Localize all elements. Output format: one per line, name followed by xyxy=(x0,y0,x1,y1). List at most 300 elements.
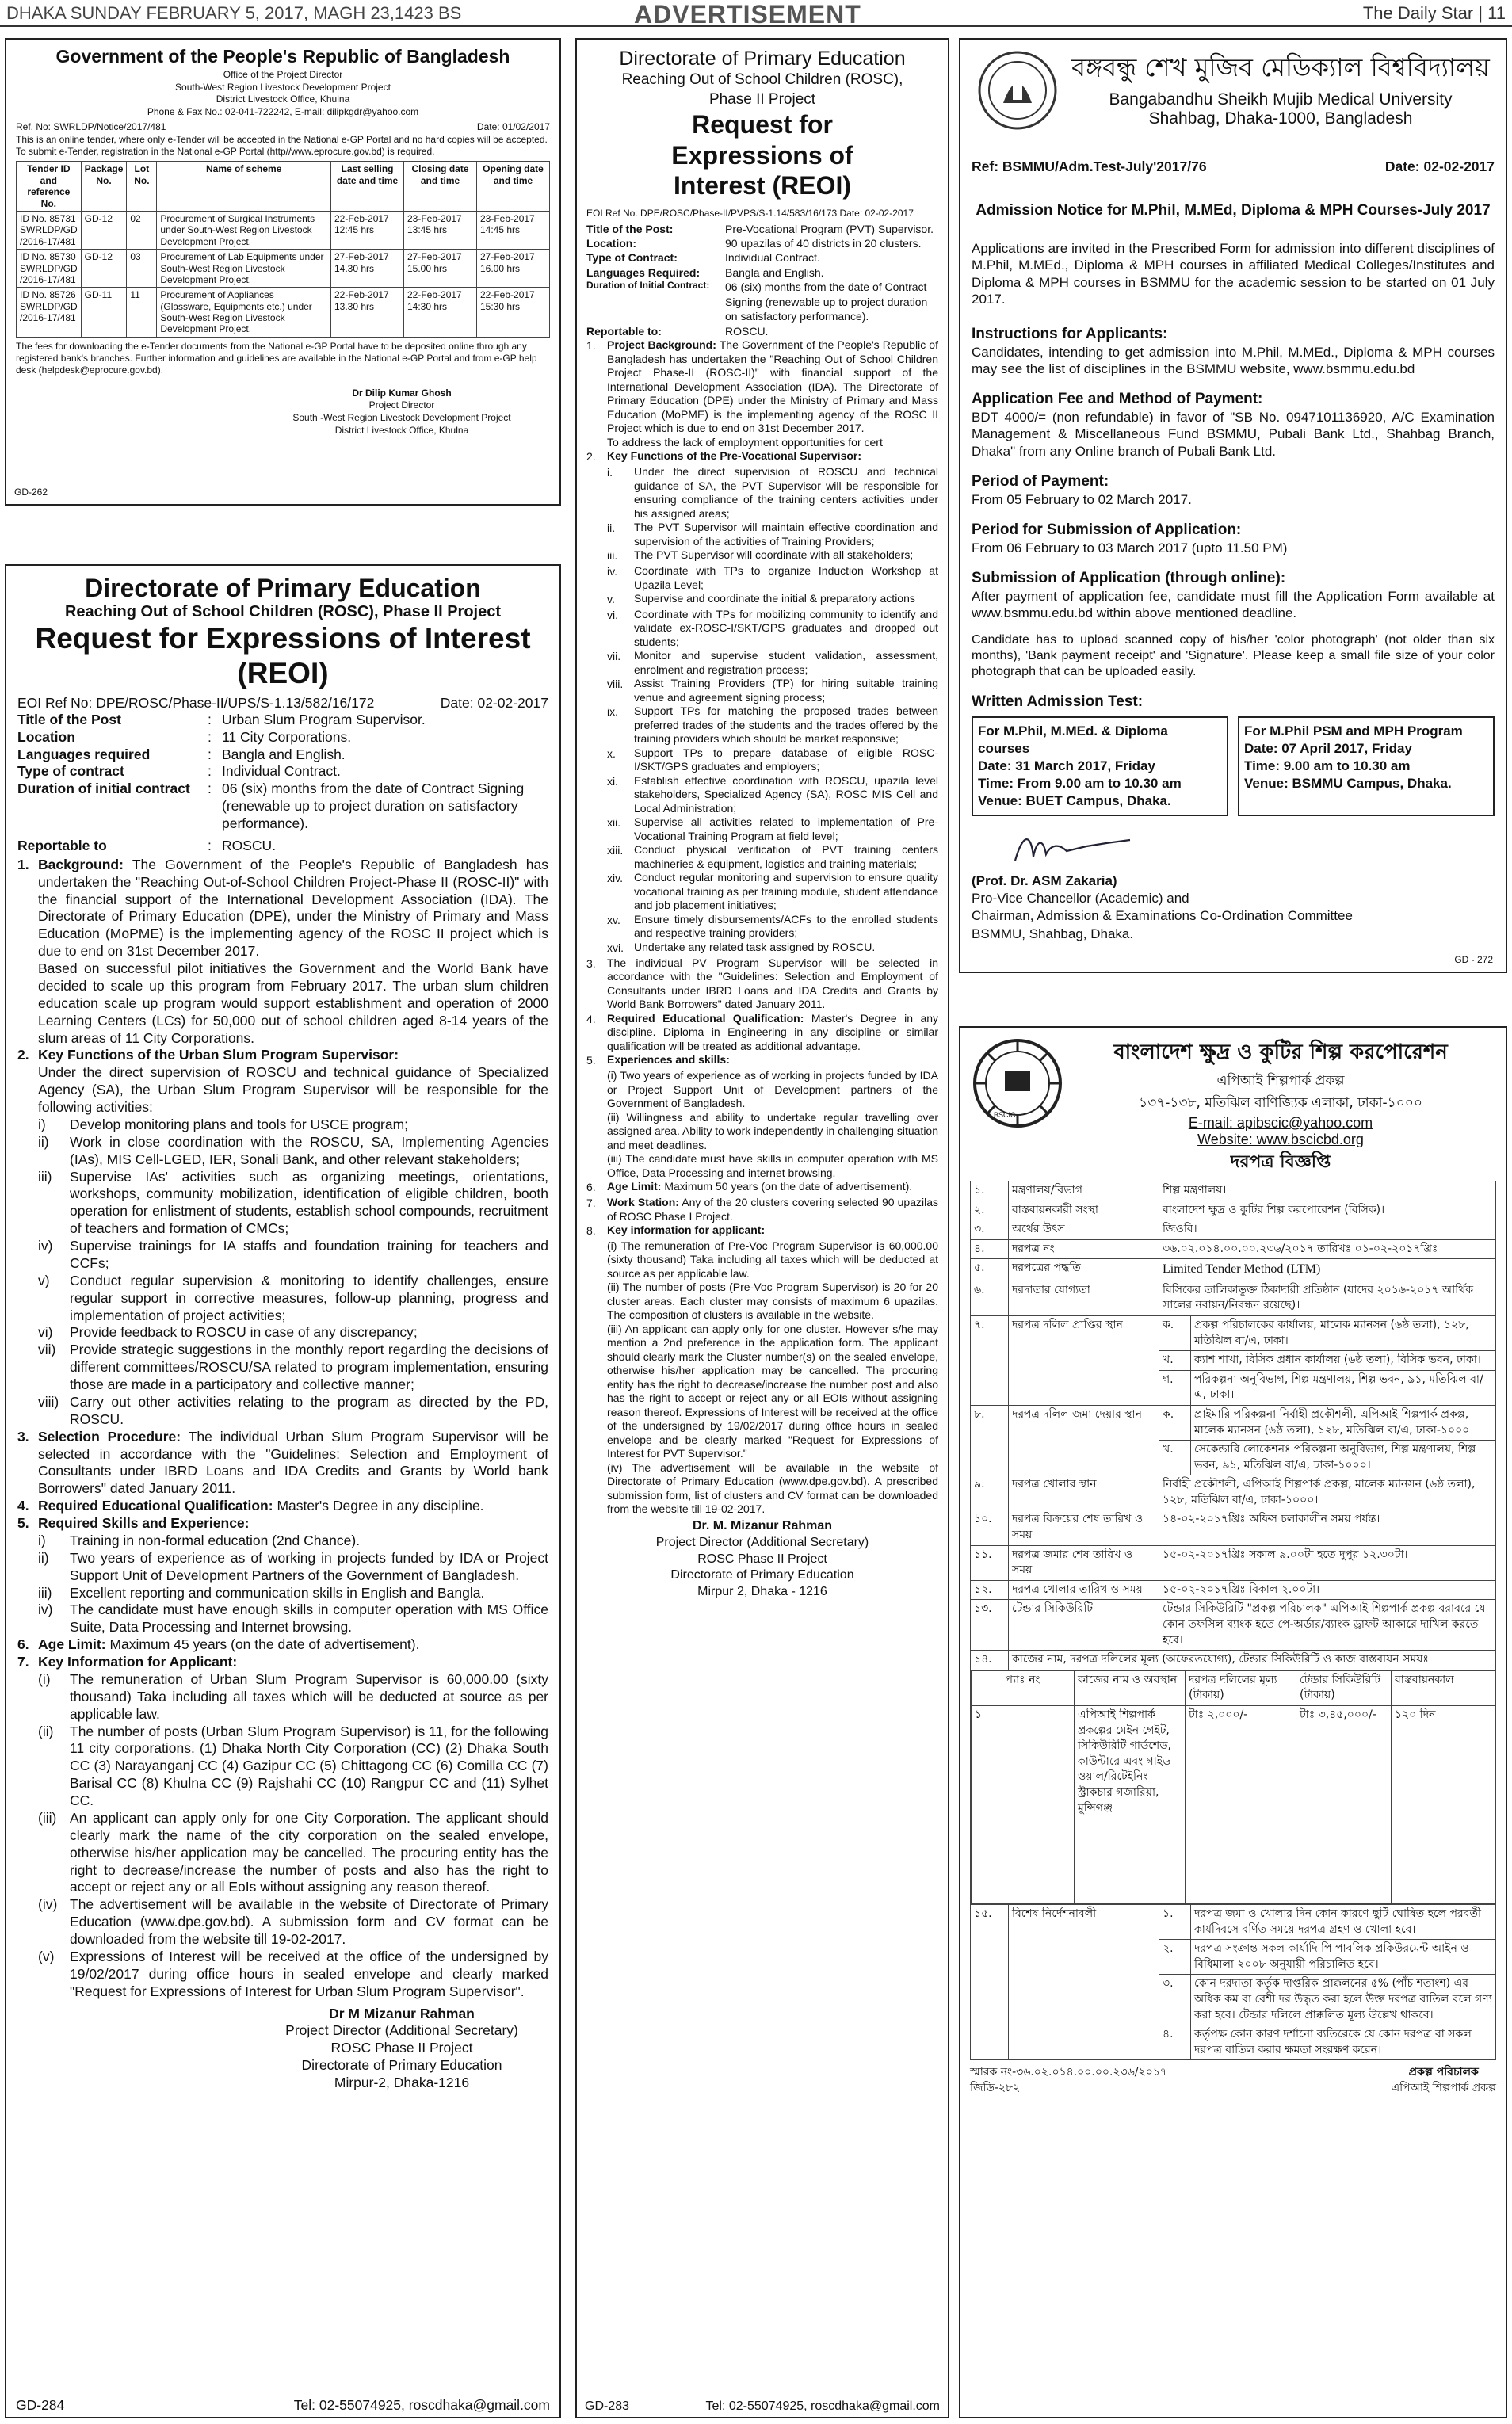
ad5-signatory: প্রকল্প পরিচালক xyxy=(1408,2066,1479,2079)
field-label: Duration of initial contract xyxy=(17,781,190,797)
table-cell: দরপত্র খোলার স্থান xyxy=(1009,1475,1159,1510)
list-marker: iv. xyxy=(607,565,617,578)
test-line: Date: 31 March 2017, Friday xyxy=(978,758,1155,773)
table-cell: Procurement of Surgical Instruments under South-West Region Livestock Development Project. xyxy=(157,211,331,249)
field-value: 06 (six) months from the date of Contract Signing (renewable up to project duration on satisfactory performance). xyxy=(222,781,525,832)
list-item: (i) Two years of experience as of working in projects funded by IDA or Project Support Unit of Development partners of the Government of Bangladesh. xyxy=(607,1069,938,1110)
masthead-section: ADVERTISEMENT xyxy=(634,0,861,29)
table-cell: 11 xyxy=(127,288,157,338)
ad1-line: Phone & Fax No.: 02-041-722242, E-mail: dilipkgdr@yahoo.com xyxy=(147,105,419,117)
list-item: (ii) The number of posts (Pre-Voc Program Supervisor) is 20 for 20 cluster areas. Each cluster may consists of maximum 6 upazilas. The composition of clusters is available in the website. xyxy=(607,1281,938,1322)
table-cell: ক্যাশ শাখা, বিসিক প্রধান কার্যালয় (৬ষ্ঠ তলা), বিসিক ভবন, ঢাকা। xyxy=(1191,1351,1496,1371)
ad-rosc-urban-reoi: Directorate of Primary Education Reaching Out of School Children (ROSC), Phase II Project Request for Expressions of Interest (REOI) EOI Ref No: DPE/ROSC/Phase-II/UPS/S-1.13/582/16/172 Date: 02-02-2017 Title of the Post : Urban Slum Program Supervisor. Location : 11 City Corporations. Languages required : Bangla and English. Type of contract : Individual Contract. Duration of initial contract : 06 (six) months from the date of Contract Signing (renewable up to project duration on satisfactory performance). Reportable to : ROSCU. 1. Background: The Government of the People's Republic of Bangladesh has undertaken the "Reaching Out-of-School Children Project-Phase II (ROSC-II)" with the financial support of the International Development Association (IDA). The Directorate of Primary Education (DPE), under the Ministry of Primary and Mass Education (MoPME) is the implementing agency of the ROSC II project which is due to end on 31st December 2017. Based on successful pilot initiatives the Government and the World Bank have decided to scale up this program from February 2017. The urban slum children education scale up program would support establishment and operation of 2000 Learning Centers (LCs) for 50,000 out of school children aged 8-14 years of the slum areas of 11 City Corporations. 2. Key Functions of the Urban Slum Program Supervisor: Under the direct supervision of ROSCU and technical guidance of Specialized Agency (SA), the Urban Slum Program Supervisor will be responsible for the following activities: i) Develop monitoring plans and tools for USCE program; ii) Work in close coordination with the ROSCU, SA, Implementing Agencies (IAs), MIS Cell-LGED, IER, Sonali Bank, and other relevant stakeholders; iii) Supervise IAs' activities such as organizing meetings, orientations, workshops, community mobilization, identification of eligible children, booth operation for enlistment of students, establish school compounds, recruitment of teachers and formation of CMCs; iv) Supervise trainings for IA staffs and foundation training for teachers and CCFs; v) Conduct regular supervision & monitoring to identify challenges, ensure regular support in corrective measures, follow-up planning, progress and implementation of project activities; vi) Provide feedback to ROSCU in case of any discrepancy; vii) Provide strategic suggestions in the monthly report regarding the decisions of different committees/ROSCU/SA related to program implementation, ensuring those are made in a participatory and collective manner; viii) Carry out other activities relating to the program as directed by the PD, ROSCU. 3. Selection Procedure: The individual Urban Slum Program Supervisor will be selected in accordance with the "Guidelines: Selection and Employment of Consultants under IBRD Loans and IDA Credits and Grants by World bank Borrowers" dated January 2011. 4. Required Educational Qualification: Master's Degree in any discipline. 5. Required Skills and Experience: i) Training in non-formal education (2nd Chance). ii) Two years of experience as of working in projects funded by IDA or Project Support Unit of Development Partners of the Government of Bangladesh. iii) Excellent reporting and communication skills in English and Bangla. iv) The candidate must have enough skills in computer operation with MS Office Suite, Data Processing and Internet browsing. 6. Age Limit: Maximum 45 years (on the date of advertisement). 7. Key Information for Applicant: (i) The remuneration of Urban Slum Program Supervisor is 60,000.00 (sixty thousand) Taka including all taxes which will be deducted at source as per applicable law. (ii) The number of posts (Urban Slum Program Supervisor) is 11, for the following 11 city corporations. (1) Dhaka North City Corporation (CC) (2) Dhaka South CC (3) Narayanganj CC (4) Gazipur CC (5) Chittagong CC (6) Comilla CC (7) Barisal CC (8) Khulna CC (9) Rajshahi CC (10) Rangpur CC and (11) Sylhet CC. (iii) An applicant can apply only for one City Corporation. The applicant should clearly mark the name of the city corporation on the sealed envelope, otherwise his/her application may be cancelled. The procuring entity has the right to decrease/increase the number of posts and also has the right to accept or reject any or all EoIs without assigning any reason thereof. (iv) The advertisement will be available in the website of Directorate of Primary Education (www.dpe.gov.bd). A submission form and CV format can be downloaded from the website till 19-02-2017. (v) Expressions of Interest will be received at the office of the undersigned by 19/02/2017 during office hours in sealed envelope and clearly marked "Request for Expressions of Interest for Urban Slum Program Supervisor". Dr M Mizanur Rahman Project Director (Additional Secretary) ROSC Phase II Project Directorate of Primary Education Mirpur-2, Dhaka-1216 GD-284 Tel: 02-55074925, roscdhaka@gmail.com xyxy=(5,564,561,2418)
table-header: কাজের নাম ও অবস্থান xyxy=(1075,1670,1186,1705)
section-heading: Key information for applicant: xyxy=(607,1223,766,1237)
field-label: Duration of Initial Contract: xyxy=(586,280,710,292)
field-value: ROSCU. xyxy=(222,837,277,853)
table-cell: 22-Feb-2017 13.30 hrs xyxy=(331,288,404,338)
test-line: Venue: BSMMU Campus, Dhaka. xyxy=(1244,776,1452,792)
list-marker: i) xyxy=(38,1532,46,1548)
masthead-date: DHAKA SUNDAY FEBRUARY 5, 2017, MAGH 23,1423 BS xyxy=(6,3,462,23)
field-label: Languages required xyxy=(17,746,151,762)
field-label: Type of Contract: xyxy=(586,251,678,265)
test-line: Time: From 9.00 am to 10.30 am xyxy=(978,776,1182,792)
table-row: ৭. দরপত্র দলিল প্রাপ্তির স্থান ক. প্রকল্প পরিচালকের কার্যালয়, মালেক ম্যানসন (৬ষ্ঠ তলা), ১২৮, মতিঝিল বা/এ, ঢাকা। xyxy=(971,1315,1496,1350)
table-header-row xyxy=(972,1670,1495,1705)
list-marker: v. xyxy=(607,593,615,606)
table-header-row xyxy=(17,162,550,212)
ad2-sign-line: Mirpur-2, Dhaka-1216 xyxy=(334,2075,470,2091)
section-text: From 05 February to 02 March 2017. xyxy=(972,491,1192,507)
ad3-sign-line: Project Director (Additional Secretary) xyxy=(655,1535,869,1549)
table-cell: Limited Tender Method (LTM) xyxy=(1159,1259,1496,1281)
section-text: Candidates, intending to get admission into M.Phil, M.MEd., Diploma & MPH courses may see the list of disciplines in the BSMMU website, www.bsmmu.edu.bd xyxy=(972,344,1495,376)
table-header: দরপত্র দলিলের মূল্য (টাকায়) xyxy=(1186,1670,1296,1705)
table-cell: ১২০ দিন xyxy=(1392,1706,1495,1904)
table-cell: দরপত্র জমার শেষ তারিখ ও সময় xyxy=(1009,1545,1159,1580)
list-marker: v) xyxy=(38,1272,50,1288)
table-cell: ৯. xyxy=(971,1475,1009,1510)
ad1-line: South-West Region Livestock Development Project xyxy=(175,81,391,93)
table-cell: অর্থের উৎস xyxy=(1009,1220,1159,1240)
list-marker: i) xyxy=(38,1116,46,1132)
list-item: Conduct regular monitoring and supervision to ensure quality vocational training as per training module, student attendance and job placement initiatives; xyxy=(634,871,938,912)
bscic-logo-text: BSCIC xyxy=(994,1111,1016,1119)
table-cell: ১৩. xyxy=(971,1600,1009,1651)
table-row xyxy=(971,1905,1496,1940)
table-cell: ১৫. xyxy=(971,1905,1009,2060)
section-heading: Written Admission Test: xyxy=(972,693,1144,710)
ad1-sign-line: Project Director xyxy=(368,399,435,411)
table-cell: ৫. xyxy=(971,1259,1009,1281)
ad4-intro: Applications are invited in the Prescribed Form for admission into different disciplines of M.Phil, M.MEd., Diploma & MPH courses in affiliated Medical Colleges/Institutes and Diploma & MPH courses in BSMMU for the academic session to be started on 01 July 2017. xyxy=(972,241,1495,307)
table-cell: টাঃ ২,০০০/- xyxy=(1186,1706,1296,1904)
table-row xyxy=(971,1201,1496,1220)
ad2-ref: EOI Ref No: DPE/ROSC/Phase-II/UPS/S-1.13/582/16/172 xyxy=(17,694,375,711)
section-text: The individual PV Program Supervisor will be selected in accordance with the "Guidelines: Selection and Employment of Consultants under IBRD Loans and IDA Credits and Grants by World Bank Borrowers" dated January 2011. xyxy=(607,956,938,1011)
ad4-signatory: (Prof. Dr. ASM Zakaria) xyxy=(972,873,1117,889)
list-item: The remuneration of Urban Slum Program Supervisor is 60,000.00 (sixty thousand) Taka including all taxes which will be deducted at source as per applicable law. xyxy=(70,1670,548,1722)
table-header: টেন্ডার সিকিউরিটি (টাকায়) xyxy=(1296,1670,1392,1705)
section-text: To address the lack of employment opportunities for cert xyxy=(607,435,883,449)
section-text: The Government of the People's Republic of Bangladesh has undertaken the "Reaching Out-of-School Children Project-Phase II (ROSC-II)" with the financial support of the International Development Association (IDA). The Directorate of Primary Education (DPE), under the Ministry of Primary and Mass Education (MoPME) is the implementing agency of the ROSC II project which is due to end on 31st December 2017. xyxy=(38,856,548,960)
ad1-line: Office of the Project Director xyxy=(223,69,343,80)
ad3-sign-line: Mirpur 2, Dhaka - 1216 xyxy=(697,1585,827,1599)
field-value: Bangla and English. xyxy=(725,265,824,279)
table-cell: ৩৬.০২.০১৪.০০.০০.২৩৬/২০১৭ তারিখঃ ০১-০২-২০১৭খ্রিঃ xyxy=(1159,1239,1496,1259)
table-cell: ৩. xyxy=(971,1220,1009,1240)
list-item: Undertake any related task assigned by ROSCU. xyxy=(634,940,876,953)
ad2-subtitle: Reaching Out of School Children (ROSC), Phase II Project xyxy=(64,603,502,620)
section-heading: Selection Procedure: xyxy=(38,1428,181,1445)
table-cell: ১২. xyxy=(971,1580,1009,1600)
table-cell: ক. xyxy=(1159,1315,1191,1350)
test-box-mph xyxy=(1238,716,1495,816)
list-marker: (v) xyxy=(38,1948,55,1964)
table-cell: GD-12 xyxy=(81,211,127,249)
ad4-title: Bangabandhu Sheikh Mujib Medical University xyxy=(1109,90,1453,109)
work-items-table xyxy=(971,1670,1495,1904)
table-cell: ID No. 85730 SWRLDP/GD /2016-17/481 xyxy=(17,250,82,288)
section-text: Any of the 20 clusters covering selected 90 upazilas of ROSC Phase I Project. xyxy=(607,1196,938,1223)
table-cell: GD-11 xyxy=(81,288,127,338)
list-item: The PVT Supervisor will maintain effective coordination and supervision of the activities of Training Providers; xyxy=(634,521,938,548)
table-row xyxy=(971,1545,1496,1580)
table-row xyxy=(971,1220,1496,1240)
ad5-subtitle: এপিআই শিল্পপার্ক প্রকল্প xyxy=(1216,1073,1345,1089)
table-cell: ১৪-০২-২০১৭খ্রিঃ অফিস চলাকালীন সময় পর্যন্ত। xyxy=(1159,1510,1496,1545)
ad4-sign-line: Chairman, Admission & Examinations Co-Ordination Committee xyxy=(972,908,1353,924)
ad2-contact: Tel: 02-55074925, roscdhaka@gmail.com xyxy=(293,2397,550,2413)
table-cell: বাংলাদেশ ক্ষুদ্র ও কুটির শিল্প করপোরেশন (বিসিক)। xyxy=(1159,1201,1496,1220)
table-row xyxy=(17,250,550,288)
table-header: Lot No. xyxy=(127,162,157,212)
table-cell: 22-Feb-2017 15:30 hrs xyxy=(477,288,550,338)
ad2-sign-line: ROSC Phase II Project xyxy=(330,2040,473,2056)
table-header: Name of scheme xyxy=(157,162,331,212)
list-item: Coordinate with TPs to organize Induction Workshop at Upazila Level; xyxy=(634,564,938,591)
section-text: From 06 February to 03 March 2017 (upto 11.50 PM) xyxy=(972,540,1288,555)
ad1-intro: This is an online tender, where only e-Tender will be accepted in the National e-GP Portal and no hard copies will be accepted. To submit e-Tender, registration in the National e-GP Portal (http//www.eprocure.gov.bd) is required. xyxy=(16,134,548,158)
ad4-ref: Ref: BSMMU/Adm.Test-July'2017/76 xyxy=(972,158,1207,174)
table-cell: প্রাইমারি পরিকল্পনা নির্বাহী প্রকৌশলী, এপিআই শিল্পপার্ক প্রকল্প, মালেক ম্যানসন (৬ষ্ঠ তলা), ১২৮, মতিঝিল বা/এ, ঢাকা-১০০০। xyxy=(1191,1405,1496,1440)
table-header: বাস্তবায়নকাল xyxy=(1392,1670,1495,1705)
table-cell: ক. xyxy=(1159,1405,1191,1440)
section-text: Candidate has to upload scanned copy of his/her 'color photograph' (not older than six months), 'Bank payment receipt' and 'Signature'. Please keep a small file size of your color photograph that can be uploaded easily. xyxy=(972,633,1495,678)
section-heading: Period for Submission of Application: xyxy=(972,521,1242,538)
list-marker: xv. xyxy=(607,913,620,926)
list-marker: iii) xyxy=(38,1168,52,1185)
section-heading: Required Educational Qualification: xyxy=(38,1498,273,1514)
ad5-title: বাংলাদেশ ক্ষুদ্র ও কুটির শিল্প করপোরেশন xyxy=(1113,1040,1448,1064)
ad3-ref: EOI Ref No. DPE/ROSC/Phase-II/PVPS/S-1.14/583/16/173 Date: 02-02-2017 xyxy=(586,207,914,219)
field-value: 90 upazilas of 40 districts in 20 clusters. xyxy=(725,237,922,250)
field-value: Bangla and English. xyxy=(222,746,346,762)
list-item: Support TPs for matching the proposed trades between preferred trades of the students and the trades offered by the training providers which should be market responsive; xyxy=(634,704,938,746)
section-text: After payment of application fee, candidate must fill the Application Form available at www.bsmmu.edu.bd within above mentioned deadline. xyxy=(972,588,1495,620)
list-marker: (ii) xyxy=(38,1723,54,1739)
list-item: (ii) Willingness and ability to undertake regular travelling over assigned area. Ability to work independently in challenging situation and meet deadlines. xyxy=(607,1110,938,1151)
table-cell: 27-Feb-2017 15.00 hrs xyxy=(404,250,477,288)
list-marker: iii. xyxy=(607,549,618,563)
ad3-signatory: Dr. M. Mizanur Rahman xyxy=(692,1518,833,1533)
table-cell: কর্তৃপক্ষ কোন কারণ দর্শানো ব্যতিরেকে যে কোন দরপত্র বা সকল দরপত্র বাতিল করার ক্ষমতা সংরক্ষণ করেন। xyxy=(1191,2025,1496,2060)
table-row xyxy=(971,1600,1496,1651)
section-heading: Key Functions of the Urban Slum Program Supervisor: xyxy=(38,1047,399,1063)
table-cell: ১৫-০২-২০১৭খ্রিঃ বিকাল ২.০০টা। xyxy=(1159,1580,1496,1600)
list-item: Monitor and supervise student validation, assessment, enrolment and registration process; xyxy=(634,649,938,676)
test-line: For M.Phil PSM and MPH Program xyxy=(1244,723,1463,739)
table-cell: ১৪. xyxy=(971,1651,1009,1670)
list-item: Carry out other activities relating to the program as directed by the PD, ROSCU. xyxy=(70,1393,548,1427)
test-line: Date: 07 April 2017, Friday xyxy=(1244,740,1412,756)
ad5-email[interactable]: E-mail: apibscic@yahoo.com xyxy=(1188,1115,1373,1131)
section-heading: Background: xyxy=(38,856,124,872)
ad5-address: ১৩৭-১৩৮, মতিঝিল বাণিজ্যিক এলাকা, ঢাকা-১০০০ xyxy=(1139,1095,1422,1111)
section-heading: Experiences and skills: xyxy=(607,1053,730,1067)
table-cell: দরদাতার যোগ্যতা xyxy=(1009,1281,1159,1315)
table-cell: GD-12 xyxy=(81,250,127,288)
table-cell: ID No. 85731 SWRLDP/GD /2016-17/481 xyxy=(17,211,82,249)
list-marker: (iii) xyxy=(38,1809,57,1826)
table-cell: দরপত্র নং xyxy=(1009,1239,1159,1259)
ad2-heading: Request for Expressions of Interest (REOI) xyxy=(35,622,531,690)
list-item: Coordinate with TPs for mobilizing community to identify and validate ex-ROSC-I/SKT/GPS graduates and dropped out students; xyxy=(634,607,938,648)
ad4-sign-line: BSMMU, Shahbag, Dhaka. xyxy=(972,926,1134,941)
list-marker: iii) xyxy=(38,1584,52,1601)
ad1-footer: The fees for downloading the e-Tender documents from the National e-GP Portal have to be deposited online through any registered bank's branches. Further information and guidelines are available in the National e-GP Portal and from e-GP help desk (helpdesk@eprocure.gov.bd). xyxy=(16,340,537,376)
table-cell: ২. xyxy=(1159,1940,1191,1975)
bscic-logo-icon xyxy=(970,1036,1065,1131)
table-row xyxy=(17,288,550,338)
table-cell: দরপত্র দলিল প্রাপ্তির স্থান xyxy=(1009,1315,1159,1405)
signature-icon xyxy=(1011,829,1138,868)
section-text: Master's Degree in any discipline. xyxy=(277,1498,484,1514)
table-header: Last selling date and time xyxy=(331,162,404,212)
field-label: Title of the Post xyxy=(17,711,121,727)
list-marker: xiv. xyxy=(607,872,623,885)
table-cell: ১০. xyxy=(971,1510,1009,1545)
list-item: (i) The remuneration of Pre-Voc Program Supervisor is 60,000.00 (sixty thousand) Taka including all taxes which will be deducted at source as per applicable law. xyxy=(607,1239,938,1280)
ad-bscic-tender xyxy=(959,1026,1507,2418)
field-value: ROSCU. xyxy=(725,324,769,338)
table-cell: 27-Feb-2017 16.00 hrs xyxy=(477,250,550,288)
table-cell: বিশেষ নির্দেশনাবলী xyxy=(1009,1905,1159,2060)
table-cell: ৪. xyxy=(1159,2025,1191,2060)
table-cell: Procurement of Lab Equipments under South-West Region Livestock Development Project. xyxy=(157,250,331,288)
table-cell: ৬. xyxy=(971,1281,1009,1315)
list-item: Ensure timely disbursements/ACFs to the enrolled students and respective training providers; xyxy=(634,912,938,940)
ad-rosc-prevoc-reoi: Directorate of Primary Education Reaching Out of School Children (ROSC), Phase II Project Request for Expressions of Interest (REOI) EOI Ref No. DPE/ROSC/Phase-II/PVPS/S-1.14/583/16/173 Date: 02-02-2017 Title of the Post: Pre-Vocational Program (PVT) Supervisor. Location: 90 upazilas of 40 districts in 20 clusters. Type of Contract: Individual Contract. Languages Required: Bangla and English. Duration of Initial Contract: 06 (six) months from the date of Contract Signing (renewable up to project duration on satisfactory performance). Reportable to: ROSCU. 1. Project Background: The Government of the People's Republic of Bangladesh has undertaken the "Reaching Out of School Children Project Phase-II (ROSC-II)" with financial support of the International Development Association (IDA). The Directorate of Primary Education (DPE) under the Ministry of Primary and Mass Education (MoPME) is the implementing agency of the ROSC II Project which is due to end on 31st December 2017. To address the lack of employment opportunities for cert 2. Key Functions of the Pre-Vocational Supervisor: i. Under the direct supervision of ROSCU and technical guidance of SA, the PVT Supervisor will be responsible for ensuring compliance of the training centers activities under his assigned areas; ii. The PVT Supervisor will maintain effective coordination and supervision of the activities of Training Providers; iii. The PVT Supervisor will coordinate with all stakeholders; iv. Coordinate with TPs to organize Induction Workshop at Upazila Level; v. Supervise and coordinate the initial & preparatory actions vi. Coordinate with TPs for mobilizing community to identify and validate ex-ROSC-I/SKT/GPS graduates and dropped out students; vii. Monitor and supervise student validation, assessment, enrolment and registration process; viii. Assist Training Providers (TP) for hiring suitable training venue and agreement signing process; ix. Support TPs for matching the proposed trades between preferred trades of the students and the trades offered by the training providers which should be market responsive; x. Support TPs to prepare database of eligible ROSC-I/SKT/GPS graduates and employers; xi. Establish effective coordination with ROSCU, upazila level stakeholders, Specialized Agency (SA), ROSC MIS Cell and Local Administration; xii. Supervise all activities related to implementation of Pre-Vocational Training Program at field level; xiii. Conduct physical verification of PVT training centers machineries & equipment, logistics and training materials; xiv. Conduct regular monitoring and supervision to ensure quality vocational training as per training module, student attendance and job placement initiatives; xv. Ensure timely disbursements/ACFs to the enrolled students and respective training providers; xvi. Undertake any related task assigned by ROSCU. 3. The individual PV Program Supervisor will be selected in accordance with the "Guidelines: Selection and Employment of Consultants under IBRD Loans and IDA Credits and Grants by World Bank Borrowers" dated January 2011. 4. Required Educational Qualification: Master's Degree in any discipline. Diploma in Engineering in any discipline or similar qualification will be treated as additional advantage. 5. Experiences and skills: (i) Two years of experience as of working in projects funded by IDA or Project Support Unit of Development partners of the Government of Bangladesh. (ii) Willingness and ability to undertake regular travelling over assigned area. Ability to work independently in challenging situation and meet deadlines. (iii) The candidate must have skills in computer operation with MS Office, Data Processing and internet browsing. 6. Age Limit: Maximum 50 years (on the date of advertisement). 7. Work Station: Any of the 20 clusters covering selected 90 upazilas of ROSC Phase I Project. 8. Key information for applicant: (i) The remuneration of Pre-Voc Program Supervisor is 60,000.00 (sixty thousand) Taka including all taxes which will be deducted at source as per applicable law. (ii) The number of posts (Pre-Voc Program Supervisor) is 20 for 20 cluster areas. Each cluster may consists of maximum 6 upazilas. The composition of clusters is available in the website. (iii) An applicant can apply only for one cluster. However s/he may mention a 2nd preference in the application form. The applicant should clearly mark the Cluster number(s) on the sealed envelope, otherwise his/her application may be cancelled. The procuring entity has the right to decrease/increase the number post and also has the right to accept or reject any or all EOIs without assigning reason thereof. Expressions of Interest will be received at the office of the undersigned by 19/02/2017 during office hours in sealed envelope and be clearly marked "Request for Expressions of Interest for PVT Supervisor." (iv) The advertisement will be available in the website of Directorate of Primary Education (www.dpe.gov.bd). A prescribed submission form, list of clusters and CV format can be downloaded from the website till 19-02-2017. Dr. M. Mizanur Rahman Project Director (Additional Secretary) ROSC Phase II Project Directorate of Primary Education Mirpur 2, Dhaka - 1216 GD-283 Tel: 02-55074925, roscdhaka@gmail.com xyxy=(575,38,949,2418)
table-cell: ৩. xyxy=(1159,1975,1191,2025)
test-schedule xyxy=(972,716,1495,816)
list-marker: viii. xyxy=(607,678,624,691)
table-header: Tender ID and reference No. xyxy=(17,162,82,212)
section-heading: Age Limit: xyxy=(607,1180,662,1193)
ad5-sign-line: এপিআই শিল্পপার্ক প্রকল্প xyxy=(1391,2081,1496,2094)
ad5-heading: দরপত্র বিজ্ঞপ্তি xyxy=(1230,1152,1331,1172)
table-cell: ১ xyxy=(972,1706,1075,1904)
table-row xyxy=(972,1706,1495,1904)
list-item: Supervise all activities related to implementation of Pre-Vocational Training Program at field level; xyxy=(634,815,938,842)
ad1-line: District Livestock Office, Khulna xyxy=(216,94,350,105)
table-cell: 03 xyxy=(127,250,157,288)
section-heading: Period of Payment: xyxy=(972,472,1109,490)
table-cell: বিসিকের তালিকাভুক্ত ঠিকাদারী প্রতিষ্ঠান (যাদের ২০১৬-২০১৭ আর্থিক সালের নবায়ন/নিবন্ধন রয়েছে)। xyxy=(1159,1281,1496,1315)
section-text: The Government of the People's Republic of Bangladesh has undertaken the "Reaching Out of School Children Project Phase-II (ROSC-II)" with financial support of the International Development Association (IDA). The Directorate of Primary Education (DPE) under the Ministry of Primary and Mass Education (MoPME) is the implementing agency of the ROSC II Project which is due to end on 31st December 2017. xyxy=(607,338,938,435)
table-cell: 23-Feb-2017 13:45 hrs xyxy=(404,211,477,249)
field-label: Reportable to: xyxy=(586,324,662,338)
table-cell: 02 xyxy=(127,211,157,249)
ad1-sign-line: District Livestock Office, Khulna xyxy=(334,424,469,436)
table-cell: দরপত্র খোলার তারিখ ও সময় xyxy=(1009,1580,1159,1600)
list-item: Excellent reporting and communication skills in English and Bangla. xyxy=(70,1584,485,1601)
field-value: Pre-Vocational Program (PVT) Supervisor. xyxy=(725,222,934,235)
section-heading: Required Skills and Experience: xyxy=(38,1515,250,1532)
table-row xyxy=(971,1670,1496,1904)
test-line: Time: 9.00 am to 10.30 am xyxy=(1244,758,1411,773)
field-label: Title of the Post: xyxy=(586,222,674,235)
list-item: Conduct regular supervision & monitoring to identify challenges, ensure regular support in corrective measures, follow-up planning, progress and implementation of project activities; xyxy=(70,1272,548,1323)
table-cell: এপিআই শিল্পপার্ক প্রকল্পের মেইন গেইট, সিকিউরিটি গার্ডশেড, কাউন্টারে এবং গাইড ওয়াল/রিটেইনিং স্ট্রাকচার গজারিয়া, মুন্সিগঞ্জ xyxy=(1075,1706,1186,1904)
table-row xyxy=(971,1281,1496,1315)
table-header: Closing date and time xyxy=(404,162,477,212)
list-marker: iv) xyxy=(38,1601,53,1618)
table-cell: Procurement of Appliances (Glassware, Equipments etc.) under South-West Region Livestock Development Project. xyxy=(157,288,331,338)
table-cell: 22-Feb-2017 12:45 hrs xyxy=(331,211,404,249)
table-cell: সেকেন্ডারি লোকেশনঃ পরিকল্পনা অনুবিভাগ, শিল্প মন্ত্রণালয়, শিল্প ভবন, ৯১, মতিঝিল বা/এ, ঢাকা-১০০০। xyxy=(1191,1441,1496,1475)
ad3-sign-line: ROSC Phase II Project xyxy=(697,1552,827,1566)
ad5-website[interactable]: Website: www.bscicbd.org xyxy=(1197,1132,1364,1147)
ad3-sign-line: Directorate of Primary Education xyxy=(670,1568,854,1582)
ad1-signatory: Dr Dilip Kumar Ghosh xyxy=(352,387,452,399)
list-item: Under the direct supervision of ROSCU and technical guidance of SA, the PVT Supervisor will be responsible for ensuring compliance of the training centers activities under his assigned areas; xyxy=(634,465,938,520)
list-marker: vii) xyxy=(38,1342,56,1358)
table-header: প্যাঃ নং xyxy=(972,1670,1075,1705)
table-cell: শিল্প মন্ত্রণালয়। xyxy=(1159,1181,1496,1201)
section-heading: Project Background: xyxy=(607,338,716,352)
list-item: Supervise trainings for IA staffs and foundation training for teachers and CCFs; xyxy=(70,1238,548,1271)
list-item: Supervise and coordinate the initial & preparatory actions xyxy=(634,592,915,605)
list-item: The PVT Supervisor will coordinate with all stakeholders; xyxy=(634,548,914,562)
table-cell: খ. xyxy=(1159,1441,1191,1475)
ad-livestock-tender xyxy=(5,38,561,506)
test-line: For M.Phil, M.MEd. & Diploma courses xyxy=(978,723,1168,756)
field-label: Location xyxy=(17,728,75,745)
ad4-sign-line: Pro-Vice Chancellor (Academic) and xyxy=(972,891,1189,907)
list-item: Supervise IAs' activities such as organizing meetings, orientations, workshops, community mobilization, identification of eligible children, booth operation for enlistment of students, establish school compounds, recruitment of teachers and formation of CMCs; xyxy=(70,1168,548,1237)
list-marker: iv) xyxy=(38,1238,53,1254)
field-value: 11 City Corporations. xyxy=(222,728,352,745)
section-heading: Work Station: xyxy=(607,1196,679,1209)
list-item: The candidate must have enough skills in computer operation with MS Office Suite, Data Processing and Internet browsing. xyxy=(70,1601,548,1636)
list-item: (iii) An applicant can apply only for one cluster. However s/he may mention a 2nd preference in the application form. The applicant should clearly mark the Cluster number(s) on the sealed envelope, otherwise his/her application may be cancelled. The procuring entity has the right to decrease/increase the number post and also has the right to accept or reject any or all EOIs without assigning reason thereof. Expressions of Interest will be received at the office of the undersigned by 19/02/2017 during office hours in sealed envelope and be clearly marked "Request for Expressions of Interest for PVT Supervisor." xyxy=(607,1322,938,1460)
ad2-sign-line: Directorate of Primary Education xyxy=(301,2057,502,2074)
list-marker: vii. xyxy=(607,650,621,663)
ad4-heading: Admission Notice for M.Phil, M.MEd, Diploma & MPH Courses-July 2017 xyxy=(976,202,1491,219)
table-cell: ১. xyxy=(971,1181,1009,1201)
list-marker: vi. xyxy=(607,608,618,621)
list-item: Conduct physical verification of PVT training centers machineries & equipment, logistics and training materials; xyxy=(634,843,938,870)
list-item: Provide strategic suggestions in the monthly report regarding the decisions of different committees/ROSCU/SA related to program implementation, ensuring those are made in a participatory and collective manner; xyxy=(70,1342,548,1393)
table-cell: পরিকল্পনা অনুবিভাগ, শিল্প মন্ত্রণালয়, শিল্প ভবন, ৯১, মতিঝিল বা/এ, ঢাকা। xyxy=(1191,1370,1496,1405)
list-marker: viii) xyxy=(38,1393,59,1410)
table-cell: দরপত্রের পদ্ধতি xyxy=(1009,1259,1159,1281)
list-marker: xiii. xyxy=(607,844,624,857)
bsmmu-logo-icon xyxy=(972,48,1067,135)
ad2-code: GD-284 xyxy=(16,2397,65,2413)
table-row: ৮. দরপত্র দলিল জমা দেয়ার স্থান ক. প্রাইমারি পরিকল্পনা নির্বাহী প্রকৌশলী, এপিআই শিল্পপার্ক প্রকল্প, মালেক ম্যানসন (৬ষ্ঠ তলা), ১২৮, মতিঝিল বা/এ, ঢাকা-১০০০। xyxy=(971,1405,1496,1440)
ad1-sign-line: South -West Region Livestock Development Project xyxy=(292,412,511,424)
ad-bsmmu-admission xyxy=(959,38,1507,973)
table-cell: প্রকল্প পরিচালকের কার্যালয়, মালেক ম্যানসন (৬ষ্ঠ তলা), ১২৮, মতিঝিল বা/এ, ঢাকা। xyxy=(1191,1315,1496,1350)
table-cell: খ. xyxy=(1159,1351,1191,1371)
ad5-code: জিডি-২৮২ xyxy=(970,2081,1021,2094)
list-item: Two years of experience as of working in projects funded by IDA or Project Support Unit of Development Partners of the Government of Bangladesh. xyxy=(70,1549,548,1583)
list-item: The advertisement will be available in the website of Directorate of Primary Education (www.dpe.gov.bd). A submission form and CV format can be downloaded from the website till 19-02-2017. xyxy=(70,1896,548,1948)
table-row xyxy=(971,1475,1496,1510)
field-value: Urban Slum Program Supervisor. xyxy=(222,711,426,727)
section-text: Maximum 50 years (on the date of advertisement). xyxy=(664,1180,913,1193)
list-item: (iii) The candidate must have skills in computer operation with MS Office, Data Processing and internet browsing. xyxy=(607,1152,938,1179)
test-box-mphil xyxy=(972,716,1228,816)
ad1-ref: Ref. No: SWRLDP/Notice/2017/481 xyxy=(16,121,166,133)
table-cell: দরপত্র বিক্রয়ের শেষ তারিখ ও সময় xyxy=(1009,1510,1159,1545)
table-cell: নির্বাহী প্রকৌশলী, এপিআই শিল্পপার্ক প্রকল্প, মালেক ম্যানসন (৬ষ্ঠ তলা), ১২৮, মতিঝিল বা/এ, ঢাকা-১০০০। xyxy=(1159,1475,1496,1510)
list-item: An applicant can apply only for one City Corporation. The applicant should clearly mark the name of the city corporation on the sealed envelope, otherwise his/her application may be cancelled. The procuring entity has the right to decrease/increase the number of posts and also has the right to accept or reject any or all EoIs without assigning any reason thereof. xyxy=(70,1809,548,1895)
field-value: Individual Contract. xyxy=(222,763,341,780)
list-item: Assist Training Providers (TP) for hiring suitable training venue and agreement signing process; xyxy=(634,677,938,704)
ad3-subtitle: Reaching Out of School Children (ROSC), Phase II Project xyxy=(621,71,903,108)
section-text: Master's Degree in any discipline. Diploma in Engineering in any discipline or similar qualification will be treated as additional advantage. xyxy=(607,1011,939,1052)
ad3-contact: Tel: 02-55074925, roscdhaka@gmail.com xyxy=(705,2399,940,2413)
section-heading: Key Functions of the Pre-Vocational Supervisor: xyxy=(607,449,862,463)
list-item: The number of posts (Urban Slum Program Supervisor) is 11, for the following 11 city corporations. (1) Dhaka North City Corporation (CC) (2) Dhaka South CC (3) Narayanganj CC (4) Gazipur CC (5) Chittagong CC (6) Comilla CC (7) Barisal CC (8) Khulna CC (9) Rajshahi CC (10) Rangpur CC and (11) Sylhet CC. xyxy=(70,1723,548,1809)
table-header: Package No. xyxy=(81,162,127,212)
list-marker: ii) xyxy=(38,1549,49,1566)
table-row xyxy=(17,211,550,249)
field-value: 06 (six) months from the date of Contract Signing (renewable up to project duration on satisfactory performance). xyxy=(725,281,928,323)
list-marker: (iv) xyxy=(38,1896,58,1913)
ad3-heading: Request for Expressions of Interest (REOI) xyxy=(671,110,853,200)
table-cell: মন্ত্রণালয়/বিভাগ xyxy=(1009,1181,1159,1201)
field-label: Type of contract xyxy=(17,763,124,780)
section-heading: Instructions for Applicants: xyxy=(972,326,1168,342)
table-cell: দরপত্র সংক্রান্ত সকল কার্যাদি পি পাবলিক প্রকিউরমেন্ট আইন ও বিধিমালা ২০০৮ অনুযায়ী পরিচালিত হবে। xyxy=(1191,1940,1496,1975)
table-cell: ২. xyxy=(971,1201,1009,1220)
section-heading: Application Fee and Method of Payment: xyxy=(972,391,1263,408)
table-cell: 27-Feb-2017 14.30 hrs xyxy=(331,250,404,288)
table-row xyxy=(971,1651,1496,1670)
section-text: BDT 4000/= (non refundable) in favor of "SB No. 0947101136920, A/C Examination Management & Miscellaneous Fund BSMMU, Pubali Bank Ltd., Shahbag Branch, Dhaka" from any Online branch of Pubali Bank Ltd. xyxy=(972,410,1495,459)
ad1-code: GD-262 xyxy=(14,487,48,498)
table-cell: বাস্তবায়নকারী সংস্থা xyxy=(1009,1201,1159,1220)
ad3-title: Directorate of Primary Education xyxy=(619,48,906,70)
list-item: Expressions of Interest will be received at the office of the undersigned by 19/02/2017 during office hours in sealed envelope and clearly marked "Request for Expressions of Interest for Urban Slum Program Supervisor". xyxy=(70,1948,548,1999)
ad2-date: Date: 02-02-2017 xyxy=(440,694,548,711)
field-label: Location: xyxy=(586,237,636,250)
table-cell: ID No. 85726 SWRLDP/GD /2016-17/481 xyxy=(17,288,82,338)
table-row xyxy=(971,1239,1496,1259)
ad1-tender-table xyxy=(16,161,550,337)
table-row xyxy=(971,1181,1496,1201)
list-marker: ii. xyxy=(607,521,616,535)
table-cell: 23-Feb-2017 14:45 hrs xyxy=(477,211,550,249)
table-cell: টাঃ ৩,৪৫,০০০/- xyxy=(1296,1706,1392,1904)
table-header: Opening date and time xyxy=(477,162,550,212)
list-item: Training in non-formal education (2nd Chance). xyxy=(70,1532,361,1548)
table-cell: গ. xyxy=(1159,1370,1191,1405)
list-marker: i. xyxy=(607,466,613,479)
ad4-code: GD - 272 xyxy=(1454,954,1493,965)
section-heading: Age Limit: xyxy=(38,1636,106,1653)
list-marker: xi. xyxy=(607,774,618,788)
table-cell: জিওবি। xyxy=(1159,1220,1496,1240)
table-row xyxy=(971,1510,1496,1545)
table-cell: ১৫-০২-২০১৭খ্রিঃ সকাল ৯.০০টা হতে দুপুর ১২.৩০টা। xyxy=(1159,1545,1496,1580)
field-value: Individual Contract. xyxy=(725,251,820,265)
list-marker: xvi. xyxy=(607,941,624,954)
list-marker: ix. xyxy=(607,705,618,719)
section-text: Under the direct supervision of ROSCU and technical guidance of Specialized Agency (SA), the Urban Slum Program Supervisor will be responsible for the following activities: xyxy=(38,1064,548,1116)
ad4-title-bengali: বঙ্গবন্ধু শেখ মুজিব মেডিক্যাল বিশ্ববিদ্যালয় xyxy=(1071,52,1490,82)
table-row xyxy=(971,1580,1496,1600)
list-marker: xii. xyxy=(607,816,621,830)
table-cell: কোন দরদাতা কর্তৃক দাপ্তরিক প্রাক্কলনের ৫% (পাঁচ শতাংশ) এর অধিক কম বা বেশী দর উদ্ধৃত করা হলে উক্ত দরপত্র বাতিল বলে গণ্য করা হবে। টেন্ডার দলিলে প্রাক্কলিত মূল্য উল্লেখ থাকবে। xyxy=(1191,1975,1496,2025)
table-cell: ১. xyxy=(1159,1905,1191,1940)
table-cell: টেন্ডার সিকিউরিটি "প্রকল্প পরিচালক" এপিআই শিল্পপার্ক প্রকল্প বরাবরে যে কোন তফসিল ব্যাংক হতে পে-অর্ডার/ব্যাংক ড্রাফট আকারে দাখিল করতে হবে। xyxy=(1159,1600,1496,1651)
table-cell: কাজের নাম, দরপত্র দলিলের মূল্য (অফেরতযোগ্য), টেন্ডার সিকিউরিটি ও কাজ বাস্তবায়ন সময়ঃ xyxy=(1009,1651,1496,1670)
